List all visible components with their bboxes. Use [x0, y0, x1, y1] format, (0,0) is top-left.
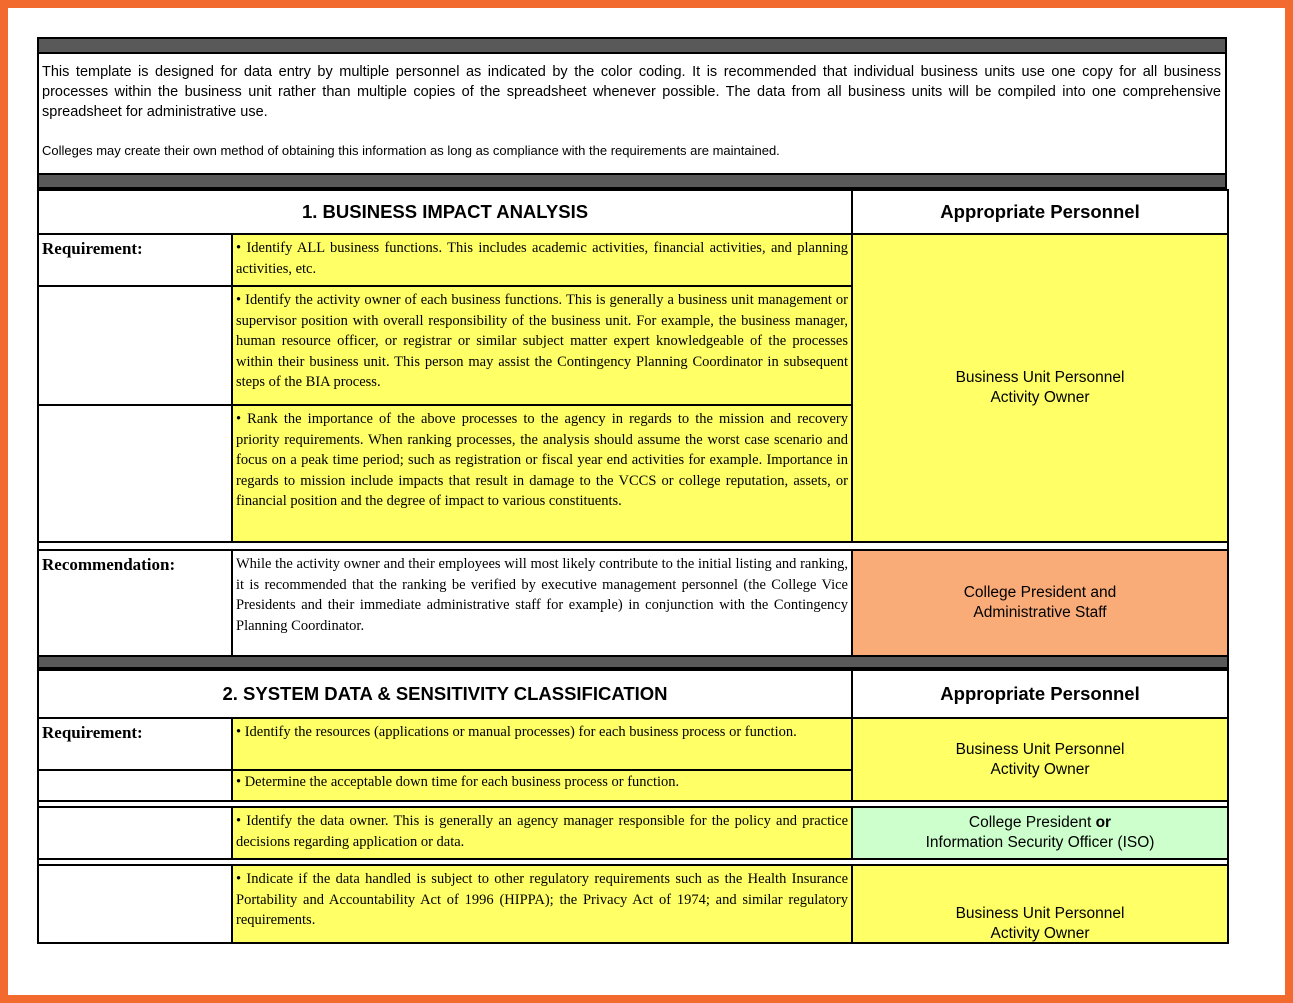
personnel-text: College President: [968, 814, 1096, 831]
spreadsheet: [37, 37, 1227, 944]
section2-title: 2. SYSTEM DATA & SENSITIVITY CLASSIFICATION: [38, 670, 852, 718]
requirement-personnel: [852, 234, 1228, 542]
section2-personnel-header: Appropriate Personnel: [852, 670, 1228, 718]
empty-label-cell: [38, 865, 232, 943]
row-gap: [38, 542, 1228, 550]
intro-note: Colleges may create their own method of obtaining this information as long as compliance with the requirements are maintained.: [42, 143, 780, 158]
section-divider-bar: [38, 656, 1228, 668]
personnel-line: Business Unit Personnel: [955, 740, 1125, 758]
requirement-label: Requirement:: [38, 718, 232, 770]
requirement-item: • Determine the acceptable down time for each business process or function.: [232, 770, 852, 801]
section1-title: 1. BUSINESS IMPACT ANALYSIS: [38, 190, 852, 234]
requirement-item: • Indicate if the data handled is subject to other regulatory requirements such as the Health Insurance Portability and Accountability Act of 1996 (HIPPA); the Privacy Act of 1974; and similar regulatory requirements.: [232, 865, 852, 943]
intro-paragraph: This template is designed for data entry by multiple personnel as indicated by the color coding. It is recommended that individual business units use one copy for all business processes within the business unit rather than multiple copies of the spreadsheet whenever possible. The data from all business units will be compiled into one comprehensive spreadsheet for administrative use.: [42, 64, 1221, 120]
empty-label-cell: [38, 286, 232, 405]
document-page: [8, 8, 1285, 995]
top-gray-bar: [37, 37, 1227, 54]
requirement-item: • Identify the resources (applications or manual processes) for each business process or function.: [232, 718, 852, 770]
requirement-item: • Identify ALL business functions. This includes academic activities, financial activities, and planning activities, etc.: [232, 234, 852, 286]
requirement-personnel: [852, 865, 1228, 943]
section1-table: [37, 189, 1229, 669]
recommendation-personnel: [852, 550, 1228, 656]
or-text: or: [1095, 814, 1112, 831]
empty-label-cell: [38, 405, 232, 542]
requirement-item: • Identify the data owner. This is generally an agency manager responsible for the policy and practice decisions regarding application or data.: [232, 807, 852, 859]
section2-table: [37, 669, 1229, 944]
personnel-line: [853, 813, 1227, 833]
personnel-line: Activity Owner: [990, 925, 1090, 942]
personnel-line: Business Unit Personnel: [955, 369, 1125, 386]
requirement-label: Requirement:: [38, 234, 232, 286]
requirement-item: • Identify the activity owner of each business functions. This is generally a business unit management or supervisor position with overall responsibility of the business unit. For example, the business manager, human resource officer, or registrar or similar subject matter expert knowledgeable of the processes within their business unit. This person may assist the Contingency Planning Coordinator in subsequent steps of the BIA process.: [232, 286, 852, 405]
recommendation-label: Recommendation:: [38, 550, 232, 656]
intro-block: [37, 54, 1227, 173]
personnel-line: Information Security Officer (ISO): [925, 834, 1155, 851]
requirement-item: • Rank the importance of the above processes to the agency in regards to the mission and recovery priority requirements. When ranking processes, the analysis should assume the worst case scenario and focus on a peak time period; such as registration or fiscal year end activities for example. Importance in regards to mission include impacts that result in damage to the VCCS or college reputation, assets, or financial position and the degree of impact to various constituents.: [232, 405, 852, 542]
personnel-line: Business Unit Personnel: [955, 905, 1125, 922]
empty-label-cell: [38, 770, 232, 801]
personnel-line: College President and: [963, 584, 1117, 601]
personnel-line: Activity Owner: [990, 389, 1090, 406]
requirement-personnel: [852, 718, 1228, 801]
personnel-clip: [853, 902, 1227, 942]
data-owner-personnel: [852, 807, 1228, 859]
section1-personnel-header: Appropriate Personnel: [852, 190, 1228, 234]
empty-label-cell: [38, 807, 232, 859]
section-divider-bar: [37, 173, 1227, 189]
personnel-line: Activity Owner: [990, 760, 1090, 778]
recommendation-text: While the activity owner and their employees will most likely contribute to the initial listing and ranking, it is recommended that the ranking be verified by executive management personnel (the College Vice Presidents and their immediate administrative staff for example) in conjunction with the Contingency Planning Coordinator.: [232, 550, 852, 656]
personnel-line: Administrative Staff: [973, 604, 1107, 621]
